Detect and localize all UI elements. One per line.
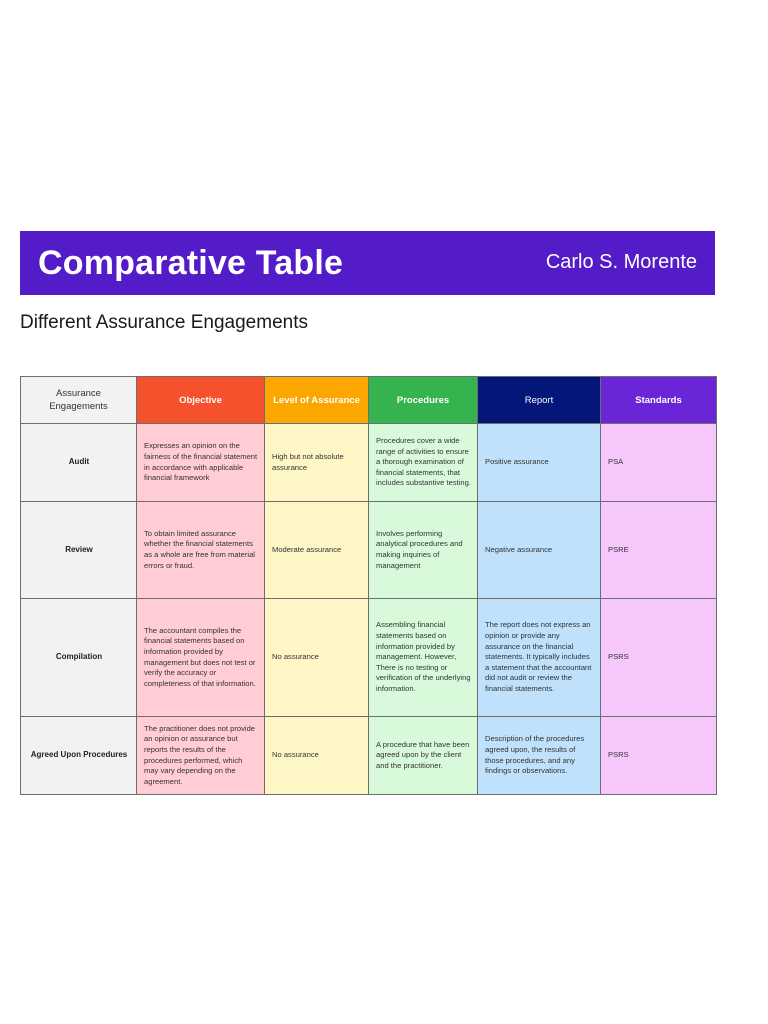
cell-procedures: Involves performing analytical procedures and making inquiries of management	[369, 502, 478, 599]
author-name: Carlo S. Morente	[545, 251, 697, 273]
row-engagement: Review	[21, 502, 137, 599]
cell-objective: Expresses an opinion on the fairness of the financial statement in accordance with applicable financial framework	[137, 424, 265, 502]
row-engagement: Audit	[21, 424, 137, 502]
row-engagement: Agreed Upon Procedures	[21, 717, 137, 795]
cell-level: No assurance	[265, 599, 369, 717]
cell-procedures: A procedure that have been agreed upon by the client and the practitioner.	[369, 717, 478, 795]
table-row	[21, 717, 717, 795]
title-banner	[20, 231, 715, 295]
cell-standards: PSRE	[601, 502, 717, 599]
cell-level: High but not absolute assurance	[265, 424, 369, 502]
cell-objective: The practitioner does not provide an opinion or assurance but reports the results of the procedures performed, which may vary depending on the agreement.	[137, 717, 265, 795]
column-header-procedures: Procedures	[369, 377, 478, 424]
table-row	[21, 424, 717, 502]
table-header-row	[21, 377, 717, 424]
column-header-engagements: Assurance Engagements	[21, 377, 137, 424]
cell-report: Description of the procedures agreed upon, the results of those procedures, and any findings or observations.	[478, 717, 601, 795]
column-header-level: Level of Assurance	[265, 377, 369, 424]
cell-standards: PSA	[601, 424, 717, 502]
row-engagement: Compilation	[21, 599, 137, 717]
cell-level: Moderate assurance	[265, 502, 369, 599]
table-row	[21, 502, 717, 599]
page-title: Comparative Table	[38, 244, 344, 282]
page-subtitle: Different Assurance Engagements	[20, 312, 308, 333]
cell-report: Positive assurance	[478, 424, 601, 502]
cell-standards: PSRS	[601, 717, 717, 795]
cell-procedures: Assembling financial statements based on information provided by management. However, There is no testing or verification of the underlying information.	[369, 599, 478, 717]
table-row	[21, 599, 717, 717]
cell-objective: To obtain limited assurance whether the financial statements as a whole are free from material errors or fraud.	[137, 502, 265, 599]
cell-standards: PSRS	[601, 599, 717, 717]
comparative-table	[20, 376, 717, 795]
column-header-report: Report	[478, 377, 601, 424]
cell-report: The report does not express an opinion or provide any assurance on the financial statements. It typically includes a statement that the accountant did not audit or review the financial statements.	[478, 599, 601, 717]
cell-level: No assurance	[265, 717, 369, 795]
cell-objective: The accountant compiles the financial statements based on information provided by management but does not test or verify the accuracy or completeness of that information.	[137, 599, 265, 717]
cell-report: Negative assurance	[478, 502, 601, 599]
column-header-standards: Standards	[601, 377, 717, 424]
cell-procedures: Procedures cover a wide range of activities to ensure a thorough examination of financial statements, that includes substantive testing.	[369, 424, 478, 502]
column-header-objective: Objective	[137, 377, 265, 424]
